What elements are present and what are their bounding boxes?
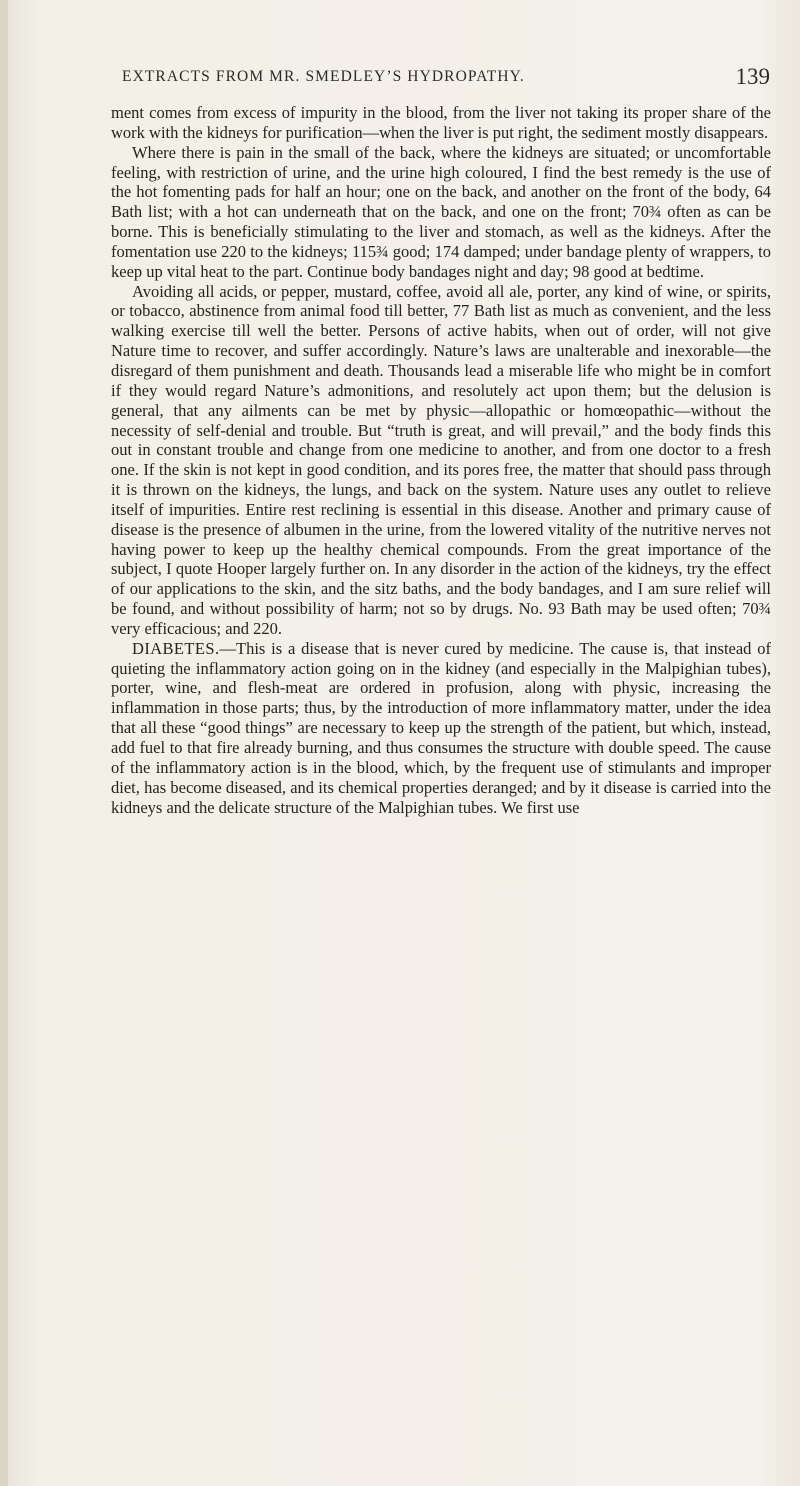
paragraph-kidney-pain: Where there is pain in the small of the back, where the kidneys are situated; or uncomfortable feeling, with restriction of urine, and the urine high coloured, I find the best remedy is the use of the hot fomenting pads for half an hour; one on the back, and another on the front of the body, 64 Bath list; with a hot can underneath that on the back, and one on the front; 70¾ often as can be borne. This is beneficially stimulating to the liver and stomach, as well as the kidneys. After the fomentation use 220 to the kidneys; 115¾ good; 174 damped; under bandage plenty of wrappers, to keep up vital heat to the part. Continue body bandages night and day; 98 good at bedtime. <box>111 142 771 281</box>
body-text <box>111 103 771 817</box>
paragraph-diabetes <box>111 639 771 818</box>
page-gutter-edge <box>0 0 8 1486</box>
paragraph-continuation: ment comes from excess of impurity in the blood, from the liver not taking its proper share of the work with the kidneys for purification—when the liver is put right, the sediment mostly disappears. <box>111 103 771 142</box>
running-head <box>120 64 770 90</box>
paragraph-avoiding-acids: Avoiding all acids, or pepper, mustard, coffee, avoid all ale, porter, any kind of wine, or spirits, or tobacco, abstinence from animal food till better, 77 Bath list as much as convenient, and the less walking exercise till well the better. Persons of active habits, when out of order, will not give Nature time to recover, and suffer accordingly. Nature’s laws are unalterable and inexorable—the disregard of them punishment and death. Thousands lead a miserable life who might be in comfort if they would regard Nature’s admonitions, and resolutely act upon them; but the delusion is general, that any ailments can be met by physic—allopathic or homœopathic—without the necessity of self-denial and trouble. But “truth is great, and will prevail,” and the body finds this out in constant trouble and change from one medicine to another, and from one doctor to a fresh one. If the skin is not kept in good condition, and its pores free, the matter that should pass through it is thrown on the kidneys, the lungs, and back on the system. Nature uses any outlet to relieve itself of impurities. Entire rest reclining is essential in this disease. Another and primary cause of disease is the presence of albumen in the urine, from the lowered vitality of the nutritive nerves not having power to keep up the healthy chemical compounds. From the great importance of the subject, I quote Hooper largely further on. In any disorder in the action of the kidneys, try the effect of our applications to the skin, and the sitz baths, and the body bandages, and I am sure relief will be found, and without possibility of harm; not so by drugs. No. 93 Bath may be used often; 70¾ very efficacious; and 220. <box>111 281 771 638</box>
diabetes-heading: DIABETES. <box>132 638 220 658</box>
page-number: 139 <box>735 64 770 89</box>
diabetes-text: —This is a disease that is never cured by medicine. The cause is, that instead of quieting the inflammatory action going on in the kidney (and especially in the Malpighian tubes), porter, wine, and flesh-meat are ordered in profusion, along with physic, increasing the inflammation in those parts; thus, by the introduction of more inflammatory matter, under the idea that all these “good things” are necessary to keep up the strength of the patient, but which, instead, add fuel to that fire already burning, and thus consumes the structure with double speed. The cause of the inflammatory action is in the blood, which, by the frequent use of stimulants and improper diet, has become diseased, and its chemical properties deranged; and by it disease is carried into the kidneys and the delicate structure of the Malpighian tubes. We first use <box>111 638 771 817</box>
running-title: EXTRACTS FROM MR. SMEDLEY’S HYDROPATHY. <box>122 68 525 85</box>
